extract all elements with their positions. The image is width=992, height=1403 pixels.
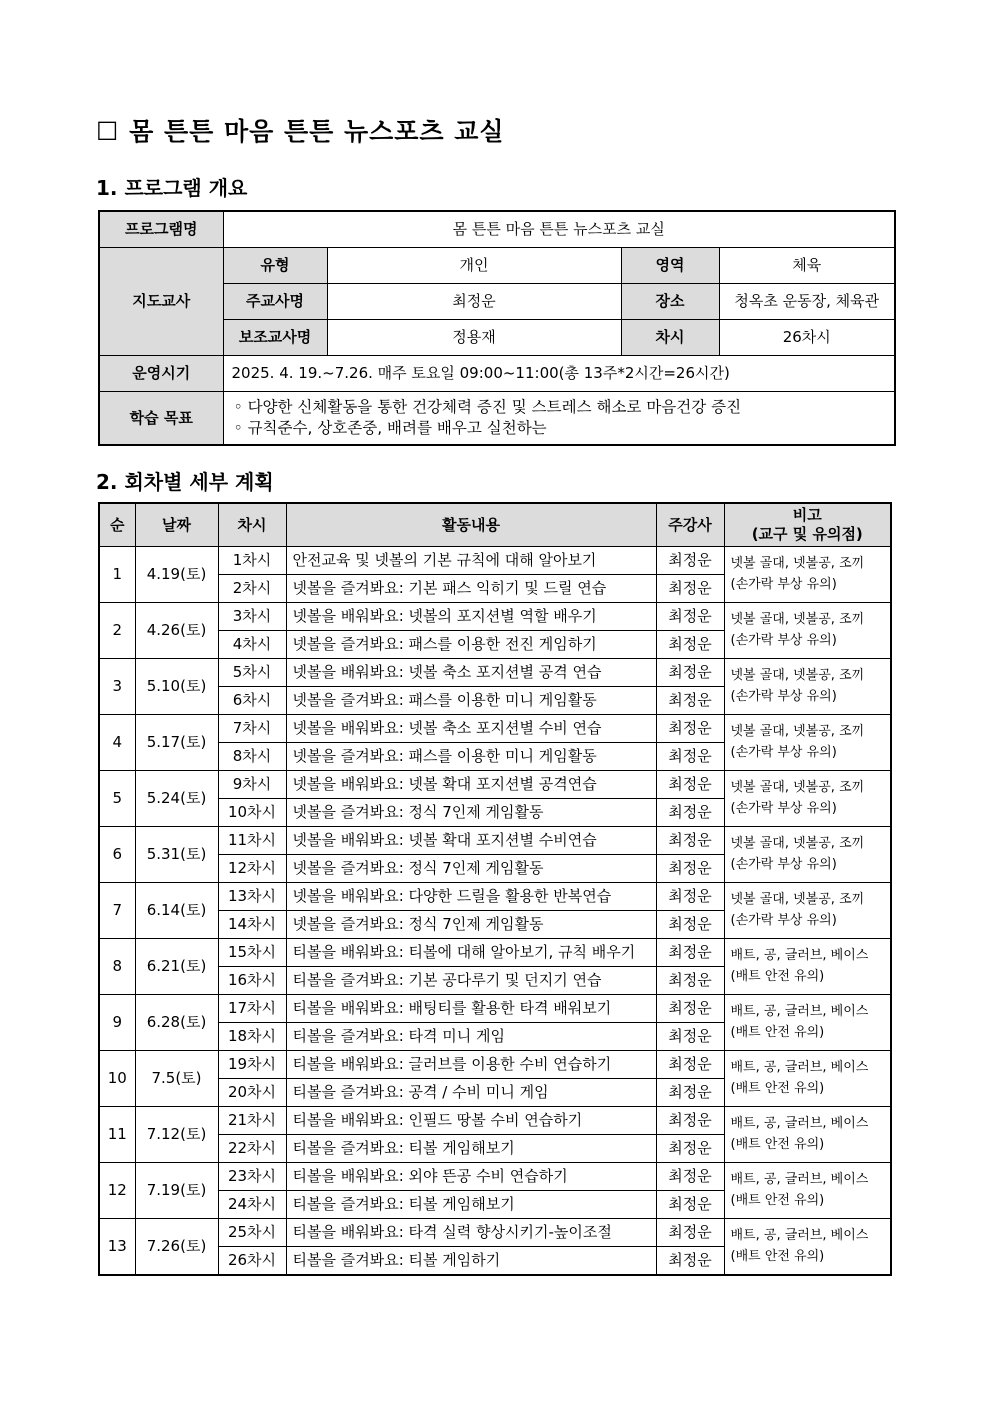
row-session: 6차시	[218, 687, 286, 715]
row-session: 24차시	[218, 1191, 286, 1219]
note-equipment: 배트, 공, 글러브, 베이스	[730, 1172, 869, 1188]
row-activity: 넷볼을 배워봐요: 넷볼 확대 포지션별 공격연습	[286, 771, 656, 799]
row-instructor: 최정운	[656, 799, 724, 827]
row-note	[724, 715, 891, 771]
table-row	[99, 771, 891, 799]
table-row	[99, 211, 895, 248]
row-session: 4차시	[218, 631, 286, 659]
row-instructor: 최정운	[656, 1247, 724, 1276]
row-session: 20차시	[218, 1079, 286, 1107]
row-date: 7.19(토)	[135, 1163, 218, 1219]
row-instructor: 최정운	[656, 1135, 724, 1163]
table-row	[99, 547, 891, 575]
schedule-body	[99, 547, 891, 1276]
area-label: 영역	[621, 248, 719, 284]
row-instructor: 최정운	[656, 911, 724, 939]
note-equipment: 넷볼 골대, 넷볼공, 조끼	[730, 892, 865, 908]
table-row	[99, 603, 891, 631]
note-equipment: 넷볼 골대, 넷볼공, 조끼	[730, 556, 865, 572]
period-label: 운영시기	[99, 356, 223, 392]
note-equipment: 넷볼 골대, 넷볼공, 조끼	[730, 668, 865, 684]
row-session: 23차시	[218, 1163, 286, 1191]
row-activity: 넷볼을 배워봐요: 넷볼 확대 포지션별 수비연습	[286, 827, 656, 855]
row-date: 7.12(토)	[135, 1107, 218, 1163]
row-instructor: 최정운	[656, 1163, 724, 1191]
goal-cell	[223, 392, 895, 446]
row-instructor: 최정운	[656, 967, 724, 995]
row-date: 7.5(토)	[135, 1051, 218, 1107]
row-date: 6.21(토)	[135, 939, 218, 995]
row-activity: 넷볼을 즐겨봐요: 정식 7인제 게임활동	[286, 855, 656, 883]
header-instructor: 주강사	[656, 503, 724, 547]
row-number: 9	[99, 995, 135, 1051]
note-caution: (손가락 부상 유의)	[730, 856, 837, 872]
row-instructor: 최정운	[656, 603, 724, 631]
row-activity: 티볼을 즐겨봐요: 티볼 게임하기	[286, 1247, 656, 1276]
row-instructor: 최정운	[656, 883, 724, 911]
row-note	[724, 659, 891, 715]
row-session: 1차시	[218, 547, 286, 575]
place-value: 청옥초 운동장, 체육관	[719, 284, 895, 320]
row-note	[724, 547, 891, 603]
overview-table	[98, 210, 896, 446]
row-activity: 티볼을 즐겨봐요: 기본 공다루기 및 던지기 연습	[286, 967, 656, 995]
row-activity: 넷볼을 즐겨봐요: 패스를 이용한 전진 게임하기	[286, 631, 656, 659]
note-caution: (배트 안전 유의)	[730, 968, 825, 984]
note-caution: (배트 안전 유의)	[730, 1136, 825, 1152]
row-number: 12	[99, 1163, 135, 1219]
header-session: 차시	[218, 503, 286, 547]
row-note	[724, 883, 891, 939]
table-row	[99, 248, 895, 284]
row-date: 5.31(토)	[135, 827, 218, 883]
note-equipment: 배트, 공, 글러브, 베이스	[730, 1228, 869, 1244]
table-row	[99, 1051, 891, 1079]
row-date: 6.14(토)	[135, 883, 218, 939]
row-session: 25차시	[218, 1219, 286, 1247]
row-number: 11	[99, 1107, 135, 1163]
row-instructor: 최정운	[656, 1079, 724, 1107]
row-activity: 티볼을 배워봐요: 티볼에 대해 알아보기, 규칙 배우기	[286, 939, 656, 967]
row-instructor: 최정운	[656, 687, 724, 715]
main-teacher-label: 주교사명	[223, 284, 327, 320]
row-instructor: 최정운	[656, 939, 724, 967]
row-number: 6	[99, 827, 135, 883]
section-heading-schedule: 2. 회차별 세부 계획	[96, 470, 274, 494]
table-row	[99, 939, 891, 967]
row-note	[724, 1051, 891, 1107]
assistant-value: 정용재	[327, 320, 621, 356]
header-note-line2: (교구 및 유의점)	[751, 525, 863, 543]
place-label: 장소	[621, 284, 719, 320]
row-instructor: 최정운	[656, 1107, 724, 1135]
table-row	[99, 1107, 891, 1135]
row-session: 3차시	[218, 603, 286, 631]
row-session: 13차시	[218, 883, 286, 911]
row-session: 10차시	[218, 799, 286, 827]
row-activity: 넷볼을 배워봐요: 다양한 드릴을 활용한 반복연습	[286, 883, 656, 911]
row-instructor: 최정운	[656, 715, 724, 743]
row-date: 7.26(토)	[135, 1219, 218, 1276]
row-session: 14차시	[218, 911, 286, 939]
area-value: 체육	[719, 248, 895, 284]
header-note	[724, 503, 891, 547]
row-activity: 티볼을 즐겨봐요: 타격 미니 게임	[286, 1023, 656, 1051]
note-caution: (손가락 부상 유의)	[730, 632, 837, 648]
row-activity: 넷볼을 즐겨봐요: 기본 패스 익히기 및 드릴 연습	[286, 575, 656, 603]
row-instructor: 최정운	[656, 855, 724, 883]
program-name: 몸 튼튼 마음 튼튼 뉴스포츠 교실	[223, 211, 895, 248]
header-note-line1: 비고	[792, 506, 822, 525]
table-row	[99, 356, 895, 392]
row-number: 7	[99, 883, 135, 939]
row-activity: 안전교육 및 넷볼의 기본 규칙에 대해 알아보기	[286, 547, 656, 575]
note-equipment: 배트, 공, 글러브, 베이스	[730, 1060, 869, 1076]
row-instructor: 최정운	[656, 1051, 724, 1079]
teacher-label: 지도교사	[99, 248, 223, 356]
main-teacher-value: 최정운	[327, 284, 621, 320]
table-row	[99, 827, 891, 855]
row-instructor: 최정운	[656, 1219, 724, 1247]
row-activity: 넷볼을 배워봐요: 넷볼 축소 포지션별 수비 연습	[286, 715, 656, 743]
row-session: 26차시	[218, 1247, 286, 1276]
row-note	[724, 827, 891, 883]
row-instructor: 최정운	[656, 827, 724, 855]
row-number: 8	[99, 939, 135, 995]
row-activity: 티볼을 배워봐요: 글러브를 이용한 수비 연습하기	[286, 1051, 656, 1079]
note-caution: (배트 안전 유의)	[730, 1248, 825, 1264]
row-date: 5.10(토)	[135, 659, 218, 715]
row-note	[724, 771, 891, 827]
row-activity: 티볼을 배워봐요: 외야 뜬공 수비 연습하기	[286, 1163, 656, 1191]
row-instructor: 최정운	[656, 547, 724, 575]
row-activity: 넷볼을 즐겨봐요: 정식 7인제 게임활동	[286, 799, 656, 827]
note-equipment: 넷볼 골대, 넷볼공, 조끼	[730, 780, 865, 796]
table-row	[99, 659, 891, 687]
note-caution: (손가락 부상 유의)	[730, 744, 837, 760]
row-number: 4	[99, 715, 135, 771]
row-note	[724, 995, 891, 1051]
header-date: 날짜	[135, 503, 218, 547]
table-row	[99, 883, 891, 911]
row-instructor: 최정운	[656, 995, 724, 1023]
row-number: 3	[99, 659, 135, 715]
row-session: 12차시	[218, 855, 286, 883]
row-date: 4.26(토)	[135, 603, 218, 659]
header-no: 순	[99, 503, 135, 547]
sessions-value: 26차시	[719, 320, 895, 356]
row-number: 13	[99, 1219, 135, 1276]
row-session: 22차시	[218, 1135, 286, 1163]
row-activity: 넷볼을 즐겨봐요: 정식 7인제 게임활동	[286, 911, 656, 939]
row-session: 19차시	[218, 1051, 286, 1079]
row-activity: 넷볼을 즐겨봐요: 패스를 이용한 미니 게임활동	[286, 687, 656, 715]
row-activity: 티볼을 배워봐요: 배팅티를 활용한 타격 배워보기	[286, 995, 656, 1023]
row-session: 11차시	[218, 827, 286, 855]
row-session: 8차시	[218, 743, 286, 771]
row-activity: 티볼을 배워봐요: 인필드 땅볼 수비 연습하기	[286, 1107, 656, 1135]
goal-item: ◦ 규칙준수, 상호존중, 배려를 배우고 실천하는	[233, 419, 547, 437]
row-activity: 티볼을 즐겨봐요: 티볼 게임해보기	[286, 1135, 656, 1163]
goal-label: 학습 목표	[99, 392, 223, 446]
note-equipment: 넷볼 골대, 넷볼공, 조끼	[730, 836, 865, 852]
program-label: 프로그램명	[99, 211, 223, 248]
row-session: 7차시	[218, 715, 286, 743]
row-session: 17차시	[218, 995, 286, 1023]
row-activity: 넷볼을 즐겨봐요: 패스를 이용한 미니 게임활동	[286, 743, 656, 771]
row-date: 4.19(토)	[135, 547, 218, 603]
row-instructor: 최정운	[656, 1191, 724, 1219]
row-instructor: 최정운	[656, 1023, 724, 1051]
note-caution: (손가락 부상 유의)	[730, 912, 837, 928]
row-note	[724, 939, 891, 995]
row-instructor: 최정운	[656, 631, 724, 659]
assistant-label: 보조교사명	[223, 320, 327, 356]
note-equipment: 넷볼 골대, 넷볼공, 조끼	[730, 724, 865, 740]
note-caution: (손가락 부상 유의)	[730, 688, 837, 704]
table-row	[99, 392, 895, 446]
row-session: 5차시	[218, 659, 286, 687]
table-header-row	[99, 503, 891, 547]
schedule-table	[98, 502, 892, 1276]
row-activity: 넷볼을 배워봐요: 넷볼의 포지션별 역할 배우기	[286, 603, 656, 631]
row-session: 9차시	[218, 771, 286, 799]
note-equipment: 넷볼 골대, 넷볼공, 조끼	[730, 612, 865, 628]
row-number: 10	[99, 1051, 135, 1107]
note-caution: (손가락 부상 유의)	[730, 576, 837, 592]
table-row	[99, 1163, 891, 1191]
row-session: 21차시	[218, 1107, 286, 1135]
goal-item: ◦ 다양한 신체활동을 통한 건강체력 증진 및 스트레스 해소로 마음건강 증진	[233, 398, 742, 417]
note-caution: (손가락 부상 유의)	[730, 800, 837, 816]
table-row	[99, 1219, 891, 1247]
row-note	[724, 1163, 891, 1219]
row-session: 15차시	[218, 939, 286, 967]
row-note	[724, 1219, 891, 1276]
row-activity: 넷볼을 배워봐요: 넷볼 축소 포지션별 공격 연습	[286, 659, 656, 687]
row-date: 5.17(토)	[135, 715, 218, 771]
row-date: 6.28(토)	[135, 995, 218, 1051]
header-activity: 활동내용	[286, 503, 656, 547]
row-activity: 티볼을 즐겨봐요: 공격 / 수비 미니 게임	[286, 1079, 656, 1107]
row-instructor: 최정운	[656, 659, 724, 687]
row-instructor: 최정운	[656, 575, 724, 603]
row-instructor: 최정운	[656, 771, 724, 799]
row-activity: 티볼을 배워봐요: 타격 실력 향상시키기-높이조절	[286, 1219, 656, 1247]
row-instructor: 최정운	[656, 743, 724, 771]
section-heading-overview: 1. 프로그램 개요	[96, 176, 248, 200]
row-session: 18차시	[218, 1023, 286, 1051]
sessions-label: 차시	[621, 320, 719, 356]
row-number: 1	[99, 547, 135, 603]
note-equipment: 배트, 공, 글러브, 베이스	[730, 1116, 869, 1132]
table-row	[99, 995, 891, 1023]
row-note	[724, 1107, 891, 1163]
note-caution: (배트 안전 유의)	[730, 1192, 825, 1208]
type-label: 유형	[223, 248, 327, 284]
row-number: 5	[99, 771, 135, 827]
table-row	[99, 715, 891, 743]
note-caution: (배트 안전 유의)	[730, 1080, 825, 1096]
note-equipment: 배트, 공, 글러브, 베이스	[730, 1004, 869, 1020]
row-number: 2	[99, 603, 135, 659]
row-session: 16차시	[218, 967, 286, 995]
period-value: 2025. 4. 19.~7.26. 매주 토요일 09:00~11:00(총 13주*2시간=26시간)	[223, 356, 895, 392]
note-equipment: 배트, 공, 글러브, 베이스	[730, 948, 869, 964]
note-caution: (배트 안전 유의)	[730, 1024, 825, 1040]
row-activity: 티볼을 즐겨봐요: 티볼 게임해보기	[286, 1191, 656, 1219]
row-date: 5.24(토)	[135, 771, 218, 827]
type-value: 개인	[327, 248, 621, 284]
row-session: 2차시	[218, 575, 286, 603]
row-note	[724, 603, 891, 659]
page-title: ☐ 몸 튼튼 마음 튼튼 뉴스포츠 교실	[96, 117, 505, 146]
